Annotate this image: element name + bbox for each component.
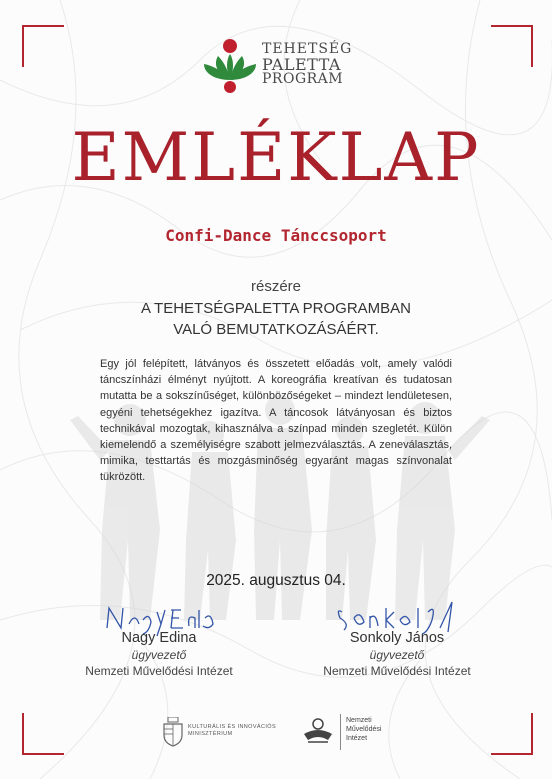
institute-emblem-icon [300,714,336,750]
award-reason [0,298,552,340]
institute-name-line-2: Művelődési [346,726,382,733]
signatory-right-role: ügyvezető [369,648,425,662]
ministry-name-line-1: KULTURÁLIS ÉS INNOVÁCIÓS [188,724,277,730]
signatory-left-name: Nagy Edina [121,630,197,646]
corner-ornament-top-left [22,25,64,67]
corner-ornament-bottom-right [491,713,533,755]
award-reason-line-2: VALÓ BEMUTATKOZÁSÁÉRT. [173,321,379,338]
certificate-title: EMLÉKLAP [71,119,481,196]
corner-ornament-top-right [491,25,533,67]
signatory-right-name: Sonkoly János [349,630,445,646]
institute-name-line-3: Intézet [346,735,368,742]
ministry-logo [162,714,282,750]
institute-logo [300,712,420,752]
institute-logo-divider [340,714,341,750]
signatory-right [282,598,512,680]
ministry-name [188,724,276,738]
ministry-name-line-2: MINISZTÉRIUM [188,731,233,737]
certificate-date: 2025. augusztus 04. [206,572,346,589]
signatory-left-org: Nemzeti Művelődési Intézet [85,664,233,678]
tehetseg-paletta-logo [200,36,360,96]
logo-line-2: PALETTA [262,55,341,74]
institute-name [346,716,381,743]
palette-flower-icon [200,36,260,96]
signatory-right-org: Nemzeti Művelődési Intézet [323,664,471,678]
for-label: részére [250,278,302,295]
signatory-left-role: ügyvezető [131,648,187,662]
logo-line-3: PROGRAM [262,71,344,87]
corner-ornament-bottom-left [22,713,64,755]
institute-name-line-1: Nemzeti [346,717,372,724]
certificate-description: Egy jól felépített, látványos és összetett előadás volt, amely valódi táncszínházi élményt nyújtott. A koreográfia kreatívan és tudatosan mutatta be a sokszínűséget, különbözőségeket – mindezt lendületesen, egyéni tehetségekhez igazítva. A táncosok látványosan és biztos technikával mozogtak, kihasználva a színpad minden szegletét. Külön kiemelendő a személyiségre szabott jelmezválasztás. A zeneválasztás, mimika, testtartás és mozgásminőség egyaránt magas színvonalat tükrözött. [100,358,452,484]
coat-of-arms-icon [162,717,184,747]
logo-line-1: TEHETSÉG [262,41,353,57]
award-reason-line-1: A TEHETSÉGPALETTA PROGRAMBAN [140,300,412,317]
logo-wordmark [262,42,352,87]
signatory-left [44,598,274,680]
recipient-name: Confi-Dance Tánccsoport [165,226,387,245]
